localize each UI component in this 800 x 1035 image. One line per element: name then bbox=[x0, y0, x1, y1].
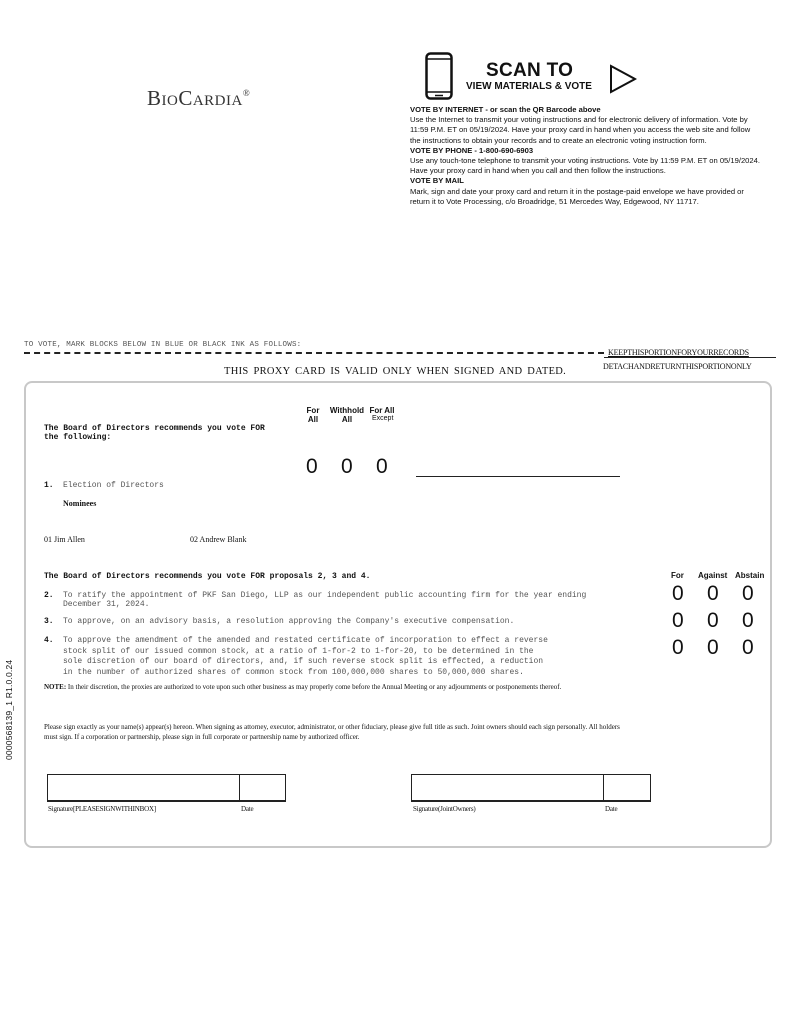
for-all-except-checkbox[interactable]: 0 bbox=[376, 455, 388, 478]
item4-abstain-checkbox[interactable]: 0 bbox=[742, 636, 754, 659]
mail-heading: VOTE BY MAIL bbox=[410, 176, 464, 186]
item2-number: 2. bbox=[44, 591, 54, 600]
date-label: Date bbox=[241, 805, 254, 813]
signature-label: Signature[PLEASESIGNWITHINBOX] bbox=[48, 805, 156, 813]
valid-notice: THIS PROXY CARD IS VALID ONLY WHEN SIGNED AND DATED. bbox=[224, 366, 567, 377]
sign-instructions: Please sign exactly as your name(s) appear(s) hereon. When signing as attorney, executor, administrator, or other fiduciary, please give full title as such. Joint owners should each sign personally. All holders must sign. If a corporation or partnership, please sign in full corporate or partnership name by authorized officer. bbox=[44, 723, 620, 741]
nominee-2: 02 Andrew Blank bbox=[190, 535, 247, 544]
logo-text: BioCardia bbox=[147, 86, 243, 110]
registered-mark: ® bbox=[242, 88, 251, 98]
nominees-label: Nominees bbox=[63, 499, 97, 508]
signature-box[interactable] bbox=[47, 774, 240, 802]
item2-for-checkbox[interactable]: 0 bbox=[672, 582, 684, 605]
item3-text: To approve, on an advisory basis, a resolution approving the Company's executive compensation. bbox=[63, 617, 515, 626]
voting-instructions bbox=[410, 105, 760, 207]
signature-underline bbox=[47, 800, 286, 802]
side-code: 0000568139_1 R1.0.0.24 bbox=[4, 659, 14, 760]
joint-signature-label: Signature(JointOwners) bbox=[413, 805, 476, 813]
detach-portion-label: DETACHANDRETURNTHISPORTIONONLY bbox=[603, 362, 752, 371]
joint-signature-box[interactable] bbox=[411, 774, 604, 802]
col-for-all-except: For All bbox=[369, 406, 395, 415]
item1-number: 1. bbox=[44, 481, 54, 490]
nominee-1: 01 Jim Allen bbox=[44, 535, 85, 544]
item1-text: Election of Directors bbox=[63, 481, 164, 490]
scan-subtitle: VIEW MATERIALS & VOTE bbox=[466, 81, 592, 92]
item4-for-checkbox[interactable]: 0 bbox=[672, 636, 684, 659]
phone-icon bbox=[425, 52, 453, 100]
for-all-checkbox[interactable]: 0 bbox=[306, 455, 318, 478]
item4-against-checkbox[interactable]: 0 bbox=[707, 636, 719, 659]
joint-date-box[interactable] bbox=[603, 774, 651, 802]
mark-instructions: TO VOTE, MARK BLOCKS BELOW IN BLUE OR BLACK INK AS FOLLOWS: bbox=[24, 341, 302, 349]
note-label: NOTE: bbox=[44, 683, 67, 691]
mail-text: Mark, sign and date your proxy card and return it in the postage-paid envelope we have provided or return it to Vote Processing, c/o Broadridge, 51 Mercedes Way, Edgewood, NY 11717. bbox=[410, 186, 744, 206]
board-recommendation-2: The Board of Directors recommends you vote FOR proposals 2, 3 and 4. bbox=[44, 572, 371, 581]
col-except: Except bbox=[372, 415, 394, 422]
except-nominee-line[interactable] bbox=[416, 476, 620, 477]
phone-heading: VOTE BY PHONE - 1-800-690-6903 bbox=[410, 145, 534, 155]
internet-text: Use the Internet to transmit your voting instructions and for electronic delivery of information. Vote by 11:59 P.M. ET on 05/19/2024. Have your proxy card in hand when you access the web site and follow the instructions to obtain your records and to create an electronic voting instruction form. bbox=[410, 115, 751, 145]
phone-text: Use any touch-tone telephone to transmit your voting instructions. Vote by 11:59 P.M. ET on 05/19/2024. Have your proxy card in hand when you call and then follow the instructions. bbox=[410, 156, 760, 176]
date-box[interactable] bbox=[239, 774, 286, 802]
item3-number: 3. bbox=[44, 617, 54, 626]
col-abstain: Abstain bbox=[735, 571, 765, 580]
item2-abstain-checkbox[interactable]: 0 bbox=[742, 582, 754, 605]
item2-against-checkbox[interactable]: 0 bbox=[707, 582, 719, 605]
item3-abstain-checkbox[interactable]: 0 bbox=[742, 609, 754, 632]
keep-portion-label: KEEPTHISPORTIONFORYOURRECORDS bbox=[608, 348, 749, 357]
withhold-all-checkbox[interactable]: 0 bbox=[341, 455, 353, 478]
col-for: For bbox=[671, 571, 684, 580]
note-text: In their discretion, the proxies are authorized to vote upon such other business as may properly come before the Annual Meeting or any adjournments or postponements thereof. bbox=[66, 683, 562, 691]
joint-date-label: Date bbox=[605, 805, 618, 813]
board-recommendation-1: The Board of Directors recommends you vote FOR the following: bbox=[44, 424, 265, 442]
play-icon bbox=[609, 64, 637, 94]
col-for-all: For All bbox=[306, 406, 320, 424]
keep-divider bbox=[604, 357, 776, 358]
item4-text: To approve the amendment of the amended and restated certificate of incorporation to effect a reverse stock split of our issued common stock, at a ratio of 1-for-2 to 1-for-20, to be determined in the sole discretion of our board of directors, and, if such reverse stock split is effected, a reduction in the number of authorized shares of common stock from 100,000,000 shares to 50,000,000 shares. bbox=[63, 636, 548, 677]
internet-heading: VOTE BY INTERNET - or scan the QR Barcode above bbox=[410, 105, 601, 114]
joint-signature-underline bbox=[411, 800, 651, 802]
scan-title: SCAN TO bbox=[486, 60, 574, 81]
item3-for-checkbox[interactable]: 0 bbox=[672, 609, 684, 632]
col-withhold-all: Withhold All bbox=[329, 406, 365, 424]
company-logo bbox=[147, 86, 250, 111]
item3-against-checkbox[interactable]: 0 bbox=[707, 609, 719, 632]
detach-dashed-line bbox=[24, 352, 604, 358]
col-against: Against bbox=[698, 571, 728, 580]
item4-number: 4. bbox=[44, 636, 54, 645]
note bbox=[44, 683, 564, 692]
item2-text: To ratify the appointment of PKF San Diego, LLP as our independent public accounting firm for the year ending December 31, 2024. bbox=[63, 591, 587, 609]
